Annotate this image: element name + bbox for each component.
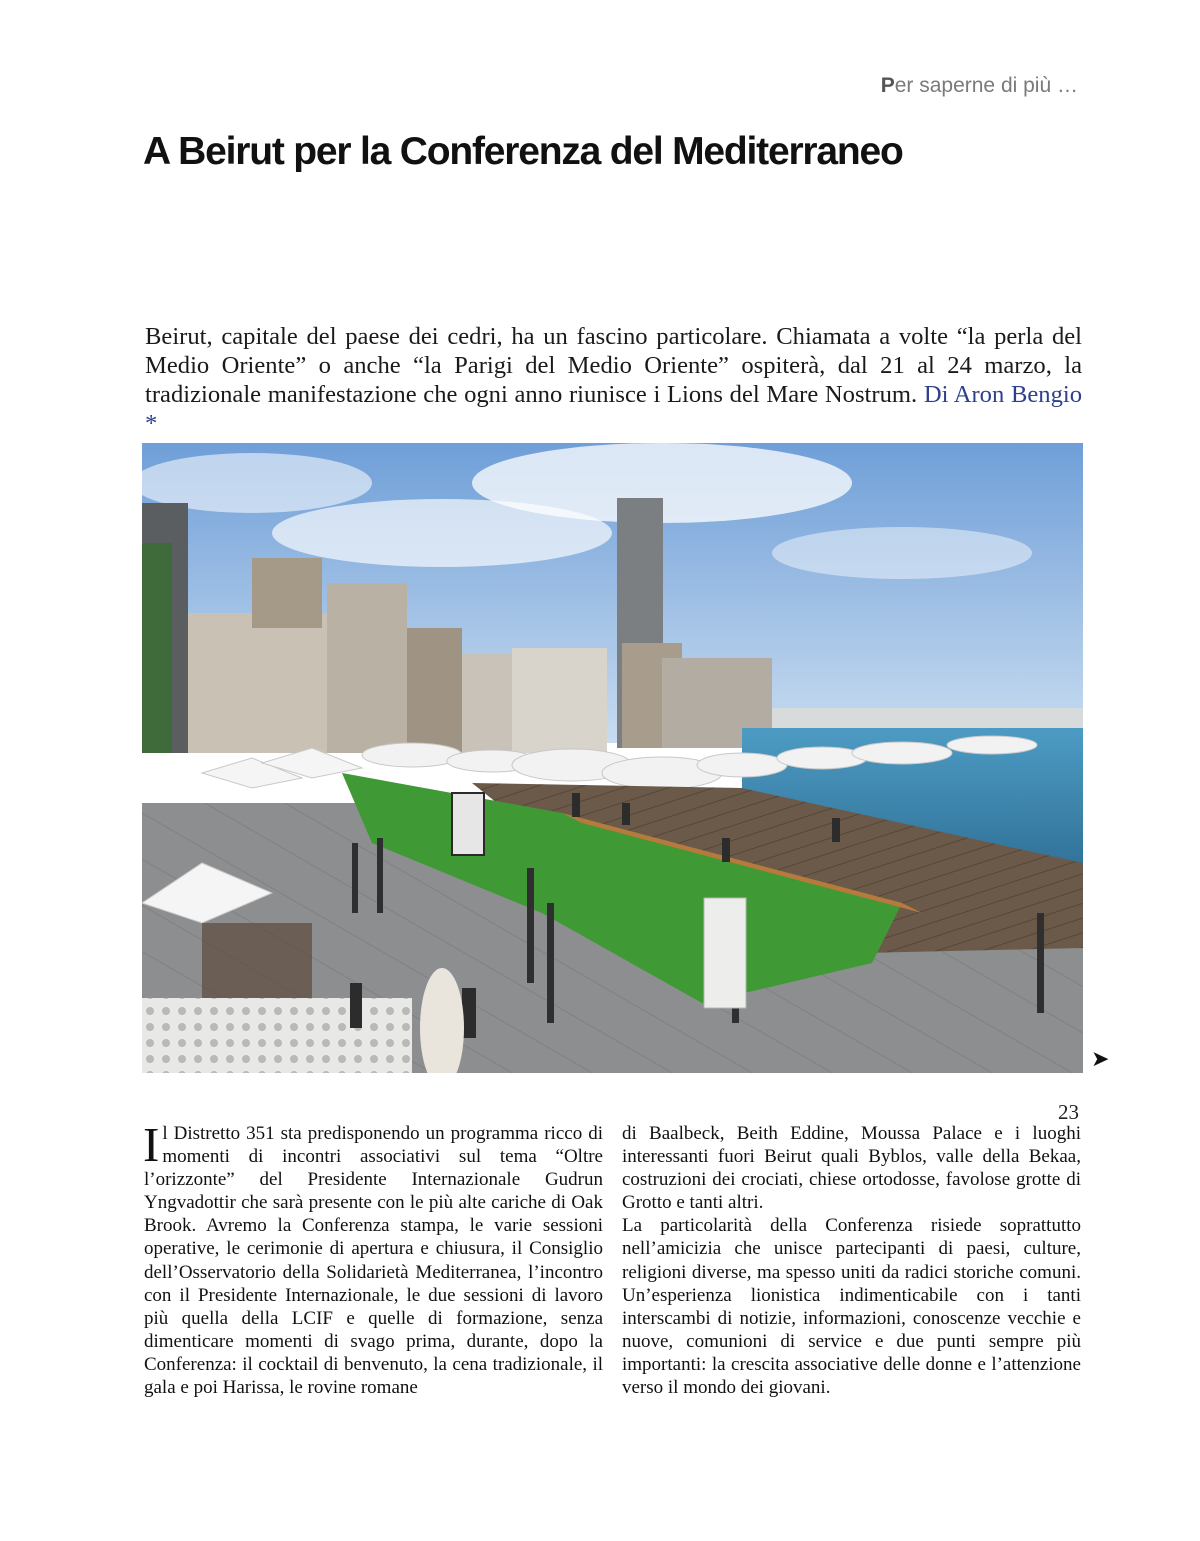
- article-lead: [145, 322, 1082, 438]
- article-title: A Beirut per la Conferenza del Mediterraneo: [143, 130, 903, 173]
- author-byline: Di Aron Bengio *: [145, 381, 1082, 437]
- billboard: [452, 793, 484, 855]
- lead-text: Beirut, capitale del paese dei cedri, ha un fascino particolare. Chiamata a volte “la perla del Medio Oriente” o anche “la Parigi del Medio Oriente” ospiterà, dal 21 al 24 marzo, la tradizionale manifestazione che ogni anno riunisce i Lions del Mare Nostrum.: [145, 323, 1082, 408]
- section-header: [881, 74, 1078, 98]
- continue-arrow-icon: ➤: [1091, 1046, 1110, 1071]
- lattice-railing: [142, 998, 412, 1073]
- section-header-label: er saperne di più …: [894, 74, 1078, 97]
- page-number: 23: [1058, 1100, 1079, 1124]
- info-totem: [704, 898, 746, 1008]
- marina-photo: [142, 443, 1083, 1073]
- cloud: [272, 499, 612, 567]
- paragraph: di Baalbeck, Beith Eddine, Moussa Palace e i luoghi interessanti fuori Beirut quali Byblos, valle della Bekaa, costruzioni dei crociati, chiese ortodosse, favolose grotte di Grotto e tanti altri.: [622, 1123, 1081, 1214]
- article-column-right: [622, 1122, 1081, 1399]
- cafe-tables: [202, 923, 312, 1003]
- paragraph-text: l Distretto 351 sta predisponendo un programma ricco di momenti di incontri associativi sul tema “Oltre l’orizzonte” del Presidente Internazionale Gudrun Yngvadottir che sarà presente con le più alte cariche di Oak Brook. Avremo la Conferenza stampa, le varie sessioni operative, le cerimonie di apertura e chiusura, il Consiglio dell’Osservatorio della Solidarietà Mediterranea, l’incontro con il Presidente Internazionale, le due sessioni di lavoro più quella della LCIF e quelle di formazione, senza dimenticare momenti di svago prima, durante, dopo la Conferenza: il cocktail di benvenuto, la cena tradizionale, il gala e poi Harissa, le rovine romane: [144, 1123, 603, 1399]
- cloud: [772, 527, 1032, 579]
- article-column-left: [143, 1117, 603, 1399]
- paragraph: [143, 1117, 603, 1399]
- paragraph: La particolarità della Conferenza risiede soprattutto nell’amicizia che unisce partecipanti di paesi, culture, religioni diverse, ma spesso uniti da radici storiche comuni. Un’esperienza lionistica indimenticabile con i tanti interscambi di notizie, informazioni, conoscenze vecchie e nuove, comunioni di service e due punti sempre più importanti: la crescita associative delle donne e l’attenzione verso il mondo dei giovani.: [622, 1215, 1081, 1399]
- drop-cap: I: [143, 1117, 160, 1172]
- section-header-initial: P: [880, 74, 895, 97]
